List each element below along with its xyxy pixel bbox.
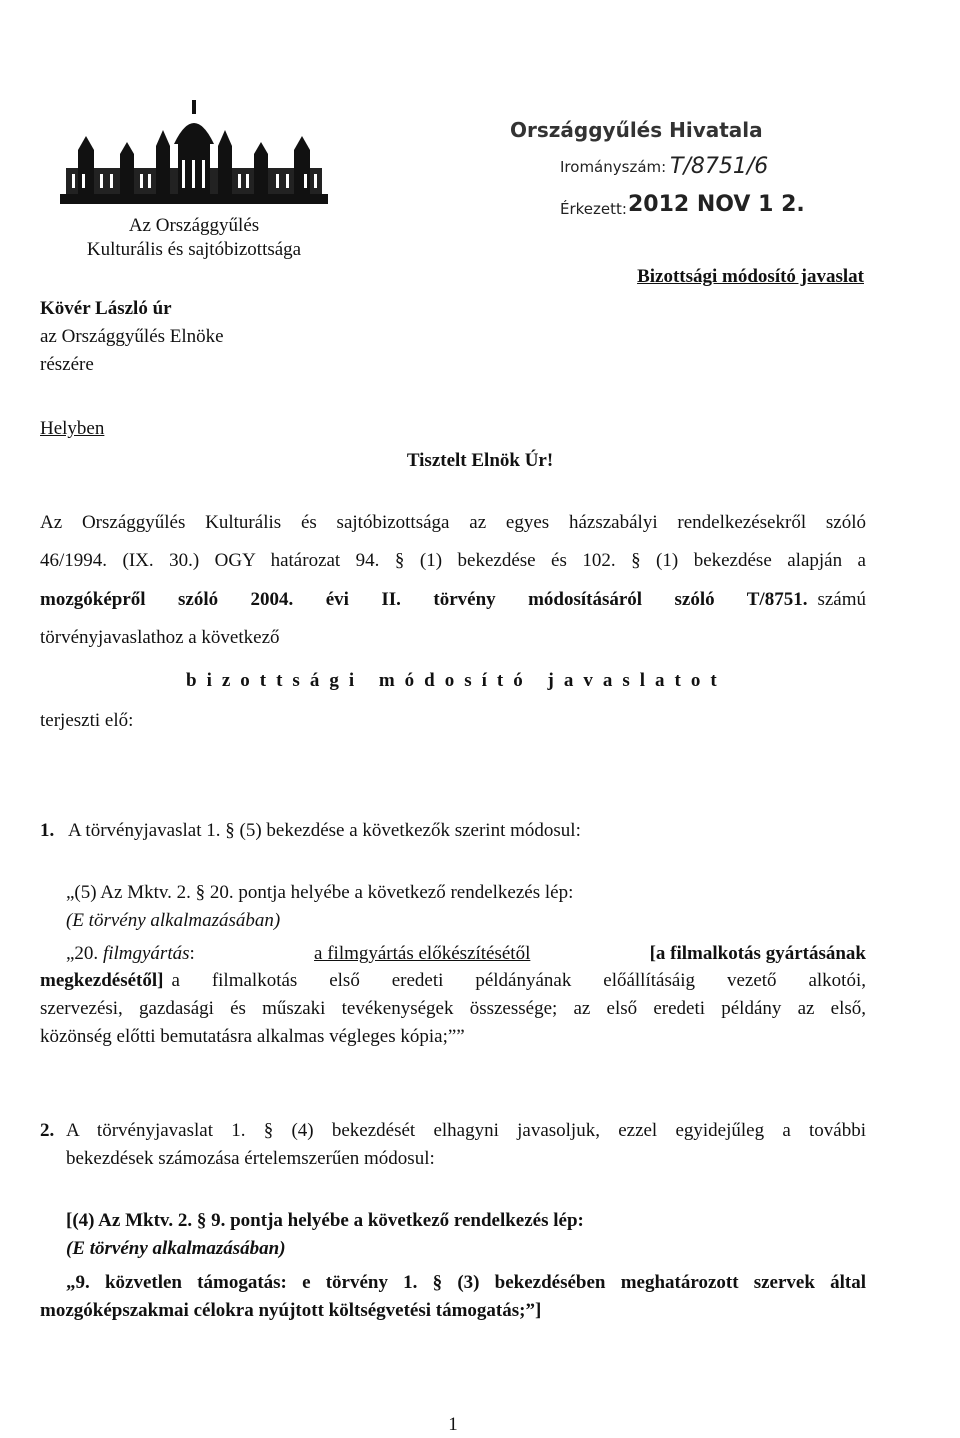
item1-def-line2 — [40, 970, 866, 993]
intro-line1: Az Országgyűlés Kulturális és sajtóbizottsága az egyes házszabályi rendelkezésekről szóló — [40, 512, 866, 533]
def-colon: : — [189, 943, 195, 964]
item1-def-line3: szervezési, gazdasági és műszaki tevékenységek összessége; az első eredeti példány az első, — [40, 998, 866, 1019]
item1-def-line4: közönség előtti bemutatásra alkalmas végleges kópia;”” — [40, 1026, 465, 1047]
stamp-arrived-label: Érkezett: — [560, 200, 627, 218]
def-line2-rest: a filmalkotás első eredeti példányának előállításáig vezető alkotói, — [171, 970, 866, 991]
item1-number: 1. — [40, 820, 55, 841]
def-term: filmgyártás — [102, 943, 190, 964]
stamp-office: Országgyűlés Hivatala — [510, 118, 763, 142]
bill-title: mozgóképről szóló 2004. évi II. törvény módosításáról szóló T/8751. — [40, 589, 808, 610]
recipient-name: Kövér László úr — [40, 298, 172, 319]
page-number: 1 — [448, 1414, 458, 1435]
parliament-building-icon — [60, 100, 328, 204]
spaced-heading: bizottsági módosító javaslatot — [186, 670, 727, 691]
bill-suffix: számú — [817, 589, 866, 610]
item2-quote4: mozgóképszakmai célokra nyújtott költségvetési támogatás;”] — [40, 1300, 542, 1321]
sender-line1: Az Országgyűlés — [128, 215, 260, 236]
intro-line4: törvényjavaslathoz a következő — [40, 627, 280, 648]
item2-line1: A törvényjavaslat 1. § (4) bekezdését elhagyni javasoljuk, ezzel egyidejűleg a további — [66, 1120, 866, 1141]
recipient-for: részére — [40, 354, 94, 375]
salutation: Tisztelt Elnök Úr! — [406, 450, 554, 471]
def-underlined: a filmgyártás előkészítésétől — [314, 943, 531, 964]
item2-quote3: „9. közvetlen támogatás: e törvény 1. § (3) bekezdésében meghatározott szervek által — [66, 1272, 866, 1293]
item1-def-line1 — [66, 943, 866, 966]
item2-quote2: (E törvény alkalmazásában) — [66, 1238, 286, 1259]
item1-quote2: (E törvény alkalmazásában) — [66, 910, 281, 931]
stamp-reg-number: T/8751/6 — [670, 154, 769, 179]
intro-line2: 46/1994. (IX. 30.) OGY határozat 94. § (1) bekezdése és 102. § (1) bekezdése alapján a — [40, 550, 866, 571]
doc-type-heading: Bizottsági módosító javaslat — [637, 266, 864, 287]
item2-quote1: [(4) Az Mktv. 2. § 9. pontja helyébe a következő rendelkezés lép: — [66, 1210, 584, 1231]
sender-line2: Kulturális és sajtóbizottsága — [86, 239, 302, 260]
def-line2-bold: megkezdésétől] — [40, 970, 164, 991]
stamp-reg-label: Irományszám: — [560, 158, 667, 176]
stamp-arrived-date: 2012 NOV 1 2. — [628, 192, 805, 217]
item1-quote1: „(5) Az Mktv. 2. § 20. pontja helyébe a következő rendelkezés lép: — [66, 882, 574, 903]
def-number: „20. — [66, 943, 99, 964]
item2-line2: bekezdések számozása értelemszerűen módosul: — [66, 1148, 435, 1169]
item1-title: A törvényjavaslat 1. § (5) bekezdése a következők szerint módosul: — [68, 820, 581, 841]
submits-line: terjeszti elő: — [40, 710, 134, 731]
item2-number: 2. — [40, 1120, 55, 1141]
location: Helyben — [40, 418, 105, 439]
parliament-logo — [60, 100, 328, 204]
intro-line3 — [40, 589, 866, 612]
recipient-title: az Országgyűlés Elnöke — [40, 326, 224, 347]
def-bold: [a filmalkotás gyártásának — [649, 943, 866, 964]
